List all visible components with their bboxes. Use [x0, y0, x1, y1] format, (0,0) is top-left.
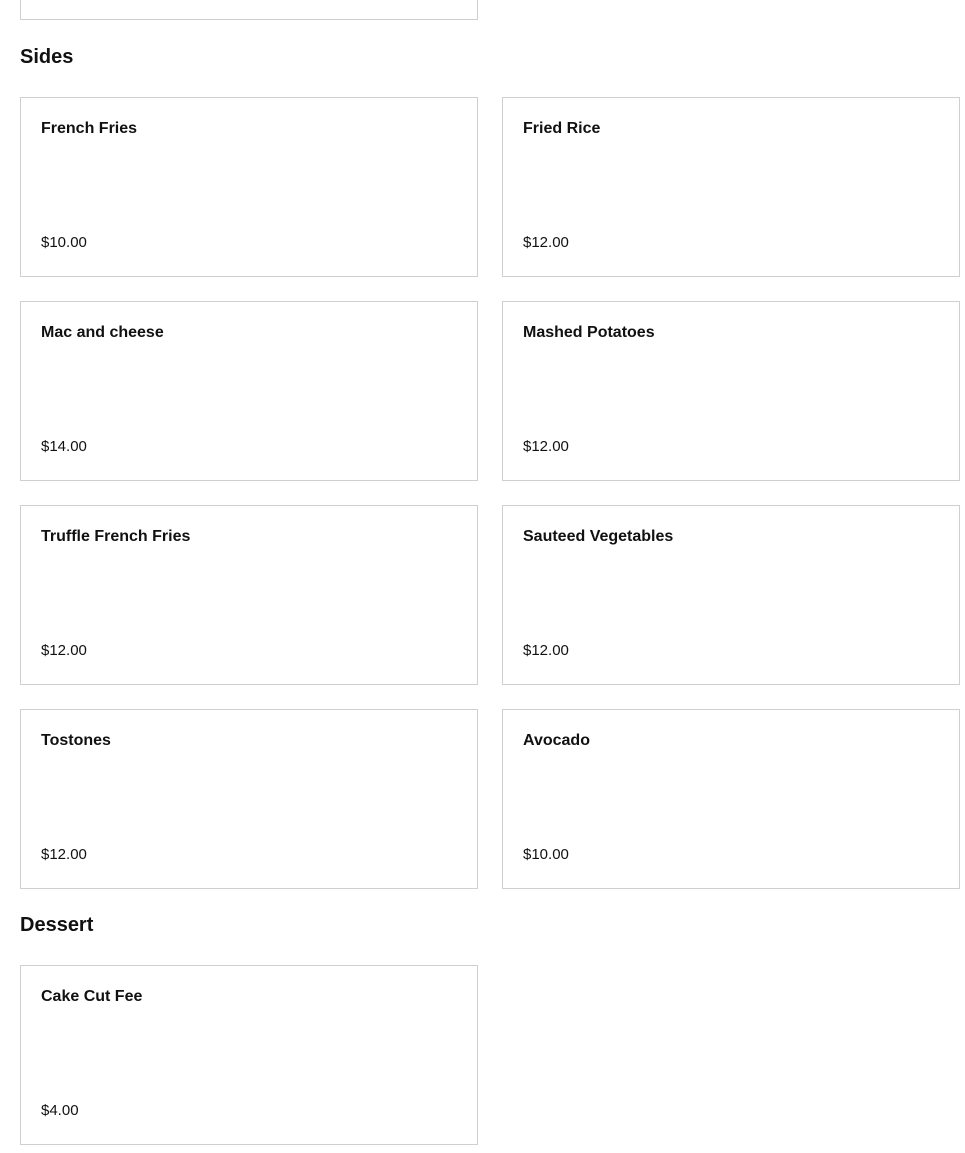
menu-item-card[interactable] [20, 709, 478, 889]
menu-item-price: $12.00 [523, 234, 569, 251]
menu-item-name: Mac and cheese [41, 324, 164, 341]
menu-item-price: $10.00 [523, 846, 569, 863]
menu-item-name: Tostones [41, 732, 111, 749]
menu-item-name: Fried Rice [523, 120, 601, 137]
menu-item-name: Avocado [523, 732, 590, 749]
menu-item-price: $12.00 [523, 438, 569, 455]
menu-item-price: $12.00 [41, 642, 87, 659]
menu-item-price: $14.00 [41, 438, 87, 455]
menu-item-name: French Fries [41, 120, 138, 137]
menu-item-card-partial[interactable] [20, 0, 478, 20]
section-title-dessert: Dessert [20, 914, 94, 936]
menu-item-card[interactable] [502, 505, 960, 685]
menu-item-name: Mashed Potatoes [523, 324, 655, 341]
menu-item-card[interactable] [502, 709, 960, 889]
menu-item-price: $12.00 [523, 642, 569, 659]
menu-item-card[interactable] [502, 301, 960, 481]
menu-item-card[interactable] [502, 97, 960, 277]
menu-item-price: $12.00 [41, 846, 87, 863]
menu-item-card[interactable] [20, 505, 478, 685]
menu-item-name: Cake Cut Fee [41, 988, 143, 1005]
menu-item-card[interactable] [20, 301, 478, 481]
menu-item-name: Sauteed Vegetables [523, 528, 674, 545]
menu-item-card[interactable] [20, 97, 478, 277]
menu-item-name: Truffle French Fries [41, 528, 191, 545]
section-title-sides: Sides [20, 46, 74, 68]
menu-item-price: $10.00 [41, 234, 87, 251]
menu-item-price: $4.00 [41, 1102, 79, 1119]
menu-item-card[interactable] [20, 965, 478, 1145]
